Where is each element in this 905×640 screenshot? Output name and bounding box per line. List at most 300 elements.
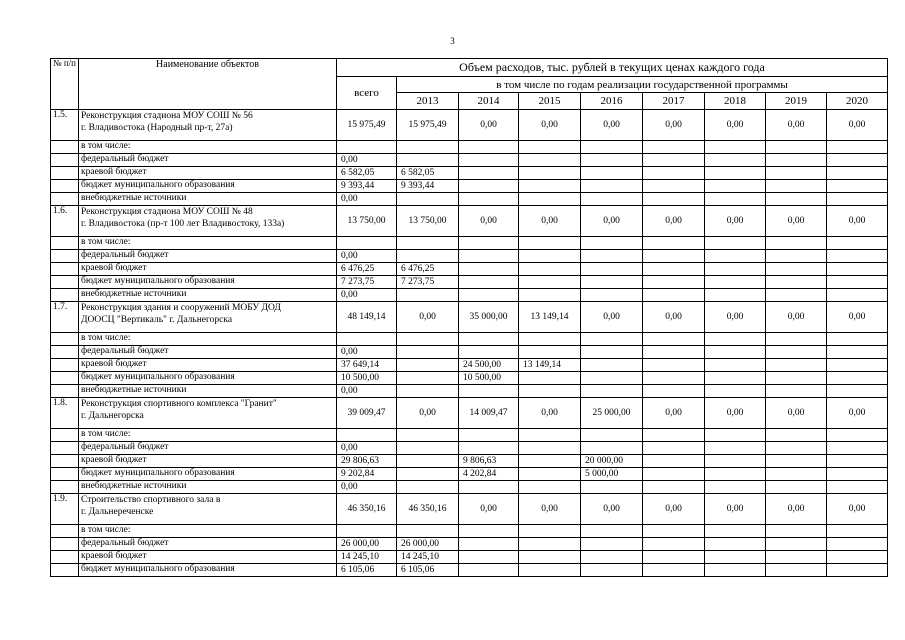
funding-number-cell <box>51 385 79 398</box>
header-object-name: Наименование объектов <box>79 59 337 110</box>
funding-year-value <box>581 525 643 538</box>
funding-year-value <box>397 429 459 442</box>
funding-year-value <box>581 333 643 346</box>
funding-year-value <box>766 141 827 154</box>
funding-year-value <box>643 289 705 302</box>
funding-year-value <box>519 333 581 346</box>
object-year-value: 0,00 <box>766 206 827 237</box>
funding-row <box>51 333 888 346</box>
object-year-value: 0,00 <box>827 206 888 237</box>
funding-number-cell <box>51 346 79 359</box>
funding-year-value <box>705 141 766 154</box>
funding-year-value <box>581 442 643 455</box>
funding-row <box>51 346 888 359</box>
funding-year-value <box>766 564 827 577</box>
object-year-value: 0,00 <box>643 302 705 333</box>
funding-row <box>51 551 888 564</box>
funding-number-cell <box>51 193 79 206</box>
object-name-line: Реконструкция стадиона МОУ СОШ № 48 <box>81 207 253 217</box>
funding-number-cell <box>51 359 79 372</box>
header-expense-volume: Объем расходов, тыс. рублей в текущих ценах каждого года <box>337 59 888 77</box>
funding-year-value <box>519 442 581 455</box>
funding-year-value <box>766 263 827 276</box>
funding-year-value <box>581 346 643 359</box>
funding-year-value <box>705 333 766 346</box>
funding-year-value <box>705 442 766 455</box>
object-year-value: 14 009,47 <box>459 398 519 429</box>
object-number: 1.8. <box>51 398 79 429</box>
funding-year-value: 9 806,63 <box>459 455 519 468</box>
funding-row <box>51 167 888 180</box>
funding-year-value <box>581 385 643 398</box>
funding-source-label: краевой бюджет <box>79 551 337 564</box>
object-year-value: 13 750,00 <box>397 206 459 237</box>
funding-total: 0,00 <box>337 250 397 263</box>
funding-number-cell <box>51 167 79 180</box>
object-name <box>79 302 337 333</box>
funding-total <box>337 237 397 250</box>
object-total: 39 009,47 <box>337 398 397 429</box>
funding-year-value <box>643 551 705 564</box>
funding-year-value <box>766 237 827 250</box>
object-name-line: Реконструкция спортивного комплекса "Гранит" <box>81 399 277 409</box>
funding-year-value <box>643 154 705 167</box>
funding-year-value <box>519 551 581 564</box>
funding-year-value <box>766 359 827 372</box>
funding-year-value <box>705 564 766 577</box>
funding-number-cell <box>51 481 79 494</box>
funding-year-value <box>705 525 766 538</box>
object-year-value: 0,00 <box>459 110 519 141</box>
funding-year-value <box>705 481 766 494</box>
funding-year-value: 4 202,84 <box>459 468 519 481</box>
funding-year-value <box>459 141 519 154</box>
funding-number-cell <box>51 154 79 167</box>
header-total: всего <box>337 77 397 110</box>
funding-year-value <box>643 250 705 263</box>
funding-row <box>51 193 888 206</box>
funding-year-value <box>827 237 888 250</box>
object-year-value: 0,00 <box>519 206 581 237</box>
funding-year-value <box>705 455 766 468</box>
funding-total: 29 806,63 <box>337 455 397 468</box>
funding-year-value <box>705 538 766 551</box>
funding-year-value <box>766 385 827 398</box>
funding-year-value <box>459 193 519 206</box>
funding-year-value <box>766 455 827 468</box>
funding-year-value: 5 000,00 <box>581 468 643 481</box>
funding-year-value <box>827 551 888 564</box>
funding-year-value <box>827 442 888 455</box>
object-row <box>51 110 888 141</box>
funding-year-value <box>705 346 766 359</box>
object-year-value: 0,00 <box>643 494 705 525</box>
object-year-value: 0,00 <box>827 110 888 141</box>
funding-source-label: федеральный бюджет <box>79 250 337 263</box>
funding-source-label: федеральный бюджет <box>79 154 337 167</box>
object-number: 1.6. <box>51 206 79 237</box>
funding-year-value <box>519 180 581 193</box>
funding-year-value <box>397 193 459 206</box>
funding-source-label: бюджет муниципального образования <box>79 276 337 289</box>
funding-year-value <box>643 481 705 494</box>
funding-row <box>51 276 888 289</box>
funding-year-value <box>643 333 705 346</box>
object-year-value: 25 000,00 <box>581 398 643 429</box>
funding-number-cell <box>51 525 79 538</box>
object-year-value: 0,00 <box>581 494 643 525</box>
funding-year-value <box>581 167 643 180</box>
funding-year-value <box>581 551 643 564</box>
funding-year-value <box>581 276 643 289</box>
funding-year-value <box>459 237 519 250</box>
object-year-value: 0,00 <box>459 494 519 525</box>
funding-year-value <box>643 372 705 385</box>
funding-year-value <box>397 237 459 250</box>
object-name-line: г. Владивостока (Народный пр-т, 27а) <box>81 123 233 133</box>
funding-year-value <box>519 538 581 551</box>
funding-year-value: 6 582,05 <box>397 167 459 180</box>
funding-year-value <box>827 359 888 372</box>
funding-source-label: бюджет муниципального образования <box>79 372 337 385</box>
funding-number-cell <box>51 263 79 276</box>
funding-row <box>51 385 888 398</box>
header-number: № п/п <box>51 59 79 110</box>
funding-row <box>51 538 888 551</box>
funding-year-value <box>643 385 705 398</box>
object-number: 1.7. <box>51 302 79 333</box>
funding-year-value <box>827 333 888 346</box>
funding-source-label: в том числе: <box>79 237 337 250</box>
funding-total: 6 105,06 <box>337 564 397 577</box>
funding-year-value <box>766 525 827 538</box>
funding-year-value <box>643 180 705 193</box>
funding-source-label: в том числе: <box>79 429 337 442</box>
funding-year-value <box>766 538 827 551</box>
funding-year-value <box>581 538 643 551</box>
funding-source-label: внебюджетные источники <box>79 193 337 206</box>
funding-year-value <box>459 276 519 289</box>
funding-year-value <box>766 154 827 167</box>
object-year-value: 0,00 <box>827 302 888 333</box>
funding-number-cell <box>51 276 79 289</box>
funding-row <box>51 468 888 481</box>
funding-year-value <box>397 141 459 154</box>
funding-year-value <box>643 193 705 206</box>
funding-total: 0,00 <box>337 346 397 359</box>
header-year: 2016 <box>581 93 643 110</box>
funding-year-value <box>766 468 827 481</box>
funding-year-value <box>827 141 888 154</box>
expenses-table <box>50 58 888 577</box>
funding-year-value <box>519 289 581 302</box>
funding-year-value <box>705 237 766 250</box>
object-year-value: 0,00 <box>397 398 459 429</box>
funding-number-cell <box>51 180 79 193</box>
funding-year-value <box>643 346 705 359</box>
funding-total: 0,00 <box>337 154 397 167</box>
funding-year-value <box>643 429 705 442</box>
funding-number-cell <box>51 468 79 481</box>
object-year-value: 0,00 <box>705 302 766 333</box>
funding-year-value <box>766 276 827 289</box>
funding-year-value <box>705 276 766 289</box>
funding-row <box>51 141 888 154</box>
funding-year-value <box>519 564 581 577</box>
object-number: 1.9. <box>51 494 79 525</box>
funding-year-value <box>705 289 766 302</box>
funding-year-value <box>643 468 705 481</box>
funding-source-label: краевой бюджет <box>79 167 337 180</box>
object-name <box>79 398 337 429</box>
funding-source-label: внебюджетные источники <box>79 289 337 302</box>
funding-year-value <box>766 193 827 206</box>
funding-year-value <box>519 455 581 468</box>
funding-total: 6 582,05 <box>337 167 397 180</box>
funding-year-value <box>827 276 888 289</box>
funding-year-value <box>581 481 643 494</box>
object-year-value: 35 000,00 <box>459 302 519 333</box>
funding-total <box>337 333 397 346</box>
object-year-value: 0,00 <box>519 110 581 141</box>
funding-year-value <box>397 468 459 481</box>
funding-year-value <box>643 167 705 180</box>
funding-source-label: бюджет муниципального образования <box>79 468 337 481</box>
object-name-line: Реконструкция стадиона МОУ СОШ № 56 <box>81 111 253 121</box>
funding-year-value <box>705 250 766 263</box>
funding-row <box>51 359 888 372</box>
funding-year-value <box>519 525 581 538</box>
funding-row <box>51 372 888 385</box>
funding-year-value <box>643 455 705 468</box>
funding-row <box>51 429 888 442</box>
object-year-value: 0,00 <box>397 302 459 333</box>
funding-year-value <box>705 359 766 372</box>
funding-total: 9 202,84 <box>337 468 397 481</box>
funding-year-value <box>519 250 581 263</box>
funding-year-value <box>581 564 643 577</box>
object-name-line: г. Дальнереченске <box>81 507 154 517</box>
funding-year-value <box>766 429 827 442</box>
funding-year-value: 24 500,00 <box>459 359 519 372</box>
funding-year-value <box>643 263 705 276</box>
funding-row <box>51 263 888 276</box>
funding-year-value <box>397 346 459 359</box>
funding-year-value <box>459 564 519 577</box>
funding-year-value <box>459 180 519 193</box>
funding-year-value <box>705 180 766 193</box>
funding-total: 0,00 <box>337 289 397 302</box>
funding-year-value <box>827 385 888 398</box>
funding-source-label: краевой бюджет <box>79 263 337 276</box>
object-name <box>79 494 337 525</box>
object-total: 15 975,49 <box>337 110 397 141</box>
funding-number-cell <box>51 250 79 263</box>
funding-year-value <box>766 333 827 346</box>
funding-source-label: бюджет муниципального образования <box>79 564 337 577</box>
object-name-line: г. Дальнегорска <box>81 411 144 421</box>
object-row <box>51 398 888 429</box>
object-year-value: 0,00 <box>459 206 519 237</box>
object-year-value: 0,00 <box>766 302 827 333</box>
object-year-value: 0,00 <box>519 398 581 429</box>
object-year-value: 0,00 <box>581 110 643 141</box>
funding-year-value <box>827 289 888 302</box>
funding-number-cell <box>51 538 79 551</box>
funding-source-label: федеральный бюджет <box>79 538 337 551</box>
funding-year-value <box>827 429 888 442</box>
funding-number-cell <box>51 429 79 442</box>
object-row <box>51 302 888 333</box>
funding-total: 9 393,44 <box>337 180 397 193</box>
funding-year-value <box>459 346 519 359</box>
funding-year-value <box>459 333 519 346</box>
funding-year-value: 20 000,00 <box>581 455 643 468</box>
funding-total: 6 476,25 <box>337 263 397 276</box>
funding-year-value <box>705 468 766 481</box>
funding-year-value <box>397 359 459 372</box>
object-name-line: ДООСЦ "Вертикаль" г. Дальнегорска <box>81 315 233 325</box>
funding-year-value <box>643 564 705 577</box>
funding-year-value <box>397 481 459 494</box>
object-name-line: г. Владивостока (пр-т 100 лет Владивостоку, 133а) <box>81 219 285 229</box>
object-name-line: Строительство спортивного зала в <box>81 495 221 505</box>
funding-year-value <box>459 429 519 442</box>
object-year-value: 0,00 <box>766 398 827 429</box>
object-total: 48 149,14 <box>337 302 397 333</box>
funding-year-value <box>397 333 459 346</box>
funding-total: 0,00 <box>337 193 397 206</box>
funding-year-value <box>397 372 459 385</box>
header-year: 2019 <box>766 93 827 110</box>
funding-year-value <box>397 154 459 167</box>
object-year-value: 46 350,16 <box>397 494 459 525</box>
funding-year-value <box>581 180 643 193</box>
funding-year-value <box>459 263 519 276</box>
object-year-value: 0,00 <box>705 398 766 429</box>
object-row <box>51 494 888 525</box>
header-by-years: в том числе по годам реализации государственной программы <box>397 77 888 93</box>
funding-source-label: внебюджетные источники <box>79 385 337 398</box>
object-year-value: 13 149,14 <box>519 302 581 333</box>
funding-number-cell <box>51 564 79 577</box>
funding-number-cell <box>51 141 79 154</box>
funding-year-value <box>827 250 888 263</box>
funding-row <box>51 250 888 263</box>
funding-source-label: в том числе: <box>79 525 337 538</box>
table-header <box>51 59 888 110</box>
funding-year-value <box>766 551 827 564</box>
funding-year-value <box>581 193 643 206</box>
table-body <box>51 110 888 577</box>
funding-year-value <box>459 525 519 538</box>
funding-year-value <box>519 154 581 167</box>
funding-number-cell <box>51 372 79 385</box>
funding-year-value <box>827 263 888 276</box>
object-year-value: 0,00 <box>519 494 581 525</box>
funding-total: 37 649,14 <box>337 359 397 372</box>
funding-year-value: 14 245,10 <box>397 551 459 564</box>
funding-year-value <box>397 289 459 302</box>
funding-year-value <box>766 167 827 180</box>
funding-year-value <box>581 250 643 263</box>
funding-year-value <box>519 481 581 494</box>
funding-source-label: бюджет муниципального образования <box>79 180 337 193</box>
header-year: 2015 <box>519 93 581 110</box>
funding-year-value <box>827 167 888 180</box>
object-year-value: 0,00 <box>581 302 643 333</box>
object-year-value: 0,00 <box>766 110 827 141</box>
funding-year-value <box>397 442 459 455</box>
funding-row <box>51 455 888 468</box>
header-year: 2013 <box>397 93 459 110</box>
funding-year-value <box>459 442 519 455</box>
object-total: 13 750,00 <box>337 206 397 237</box>
funding-year-value <box>705 429 766 442</box>
funding-total: 0,00 <box>337 385 397 398</box>
funding-row <box>51 481 888 494</box>
funding-year-value <box>643 237 705 250</box>
funding-row <box>51 525 888 538</box>
object-year-value: 0,00 <box>643 110 705 141</box>
funding-year-value <box>643 141 705 154</box>
object-year-value: 0,00 <box>643 206 705 237</box>
funding-year-value <box>705 372 766 385</box>
page-number: 3 <box>450 36 455 46</box>
funding-source-label: в том числе: <box>79 141 337 154</box>
funding-year-value <box>643 525 705 538</box>
funding-year-value <box>459 250 519 263</box>
funding-year-value <box>519 385 581 398</box>
funding-year-value <box>459 154 519 167</box>
funding-year-value: 26 000,00 <box>397 538 459 551</box>
funding-year-value <box>827 180 888 193</box>
object-year-value: 0,00 <box>705 206 766 237</box>
funding-year-value <box>397 455 459 468</box>
funding-year-value <box>827 481 888 494</box>
funding-year-value <box>519 276 581 289</box>
object-number: 1.5. <box>51 110 79 141</box>
funding-year-value <box>581 359 643 372</box>
funding-number-cell <box>51 442 79 455</box>
funding-year-value <box>705 193 766 206</box>
object-year-value: 0,00 <box>705 494 766 525</box>
funding-year-value <box>827 564 888 577</box>
funding-year-value <box>643 359 705 372</box>
funding-year-value <box>397 250 459 263</box>
funding-source-label: в том числе: <box>79 333 337 346</box>
funding-year-value <box>643 442 705 455</box>
object-name-line: Реконструкция здания и сооружений МОБУ ДОД <box>81 303 281 313</box>
funding-number-cell <box>51 333 79 346</box>
funding-year-value <box>581 237 643 250</box>
funding-year-value <box>827 468 888 481</box>
funding-total <box>337 429 397 442</box>
funding-year-value <box>459 551 519 564</box>
funding-year-value <box>766 289 827 302</box>
header-year: 2020 <box>827 93 888 110</box>
funding-year-value <box>459 167 519 180</box>
funding-year-value <box>581 141 643 154</box>
funding-year-value <box>827 193 888 206</box>
funding-year-value <box>705 551 766 564</box>
header-year: 2017 <box>643 93 705 110</box>
funding-total <box>337 525 397 538</box>
funding-year-value <box>459 385 519 398</box>
funding-year-value <box>581 263 643 276</box>
funding-year-value <box>705 385 766 398</box>
funding-source-label: внебюджетные источники <box>79 481 337 494</box>
